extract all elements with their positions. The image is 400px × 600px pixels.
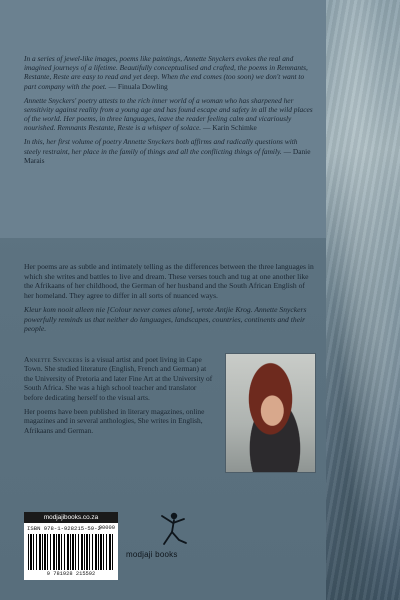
- cover-painting-edge: [326, 0, 400, 600]
- price-code: 90000: [98, 525, 115, 531]
- author-name: Annette Snyckers: [24, 355, 83, 364]
- blurb-3-author: — Danie Marais: [24, 146, 311, 165]
- barcode-block: [24, 512, 118, 580]
- author-photo: [225, 353, 316, 473]
- publisher-logo-text: modjaji books: [126, 550, 178, 559]
- isbn-text: ISBN 978-1-928215-59-2: [27, 525, 101, 532]
- blurb-2: [24, 96, 316, 133]
- bio-paragraph-1-text: is a visual artist and poet living in Cape Town. She studied literature (English, French and German) at the University of Pretoria and later Fine Art at the University of South Africa. She was a high school teacher and translator before dedicating herself to the visual arts.: [24, 355, 213, 402]
- blurb-3: [24, 137, 316, 165]
- blurb-1-author: — Finuala Dowling: [108, 81, 168, 91]
- publisher-url: modjajibooks.co.za: [24, 512, 118, 523]
- blurb-1: [24, 54, 316, 91]
- blurb-2-quote: Annette Snyckers' poetry attests to the rich inner world of a woman who has sharpened her sensitivity against reality from a young age and has found escape and safety in all the wild places of the world. Her poems, in three languages, leave the reader feeling calm and vicariously nourished. Remnants Restante, Reste is a whisper of solace.: [24, 95, 313, 133]
- blurb-2-author: — Karin Schimke: [203, 123, 257, 133]
- about-section: [24, 262, 316, 339]
- bio-paragraph-2: Her poems have been published in literary magazines, online magazines and in several anthologies, She writes in English, Afrikaans and German.: [24, 406, 205, 435]
- blurb-1-quote: In a series of jewel-like images, poems like paintings, Annette Snyckers evokes the real and imagined journeys of a lifetime. Beautifully conceptualised and crafted, the poems in Remnants, Restante, Reste are easy to read and yet deep. When the end comes (too soon) we don't want to part company with the poet.: [24, 54, 308, 91]
- about-paragraph-1: Her poems are as subtle and intimately telling as the differences between the three languages in which she writes and battles to live and dream. These verses touch and tug at one another like the Afrikaans of her childhood, the German of her husband and the South African English of her homeland. They agree to differ in all sorts of nuanced ways.: [24, 262, 314, 300]
- blurb-3-quote: In this, her first volume of poetry Annette Snyckers both affirms and radically questions with steely restraint, her place in the family of things and all the conflicting things of family.: [24, 137, 298, 156]
- bio-paragraph-1: [24, 355, 214, 402]
- about-paragraph-2: Kleur kom nooit alleen nie [Colour never comes alone], wrote Antjie Krog. Annette Snyckers powerfully reminds us that neither do languages, landscapes, countries, continents and their people.: [24, 305, 307, 334]
- barcode-digits: 9 781928 215592: [46, 571, 96, 577]
- dancing-figure-icon: [124, 510, 216, 550]
- publisher-logo: [124, 510, 216, 572]
- barcode-bars: [28, 534, 114, 570]
- blurbs-section: [24, 54, 316, 170]
- bio-section: [24, 355, 214, 440]
